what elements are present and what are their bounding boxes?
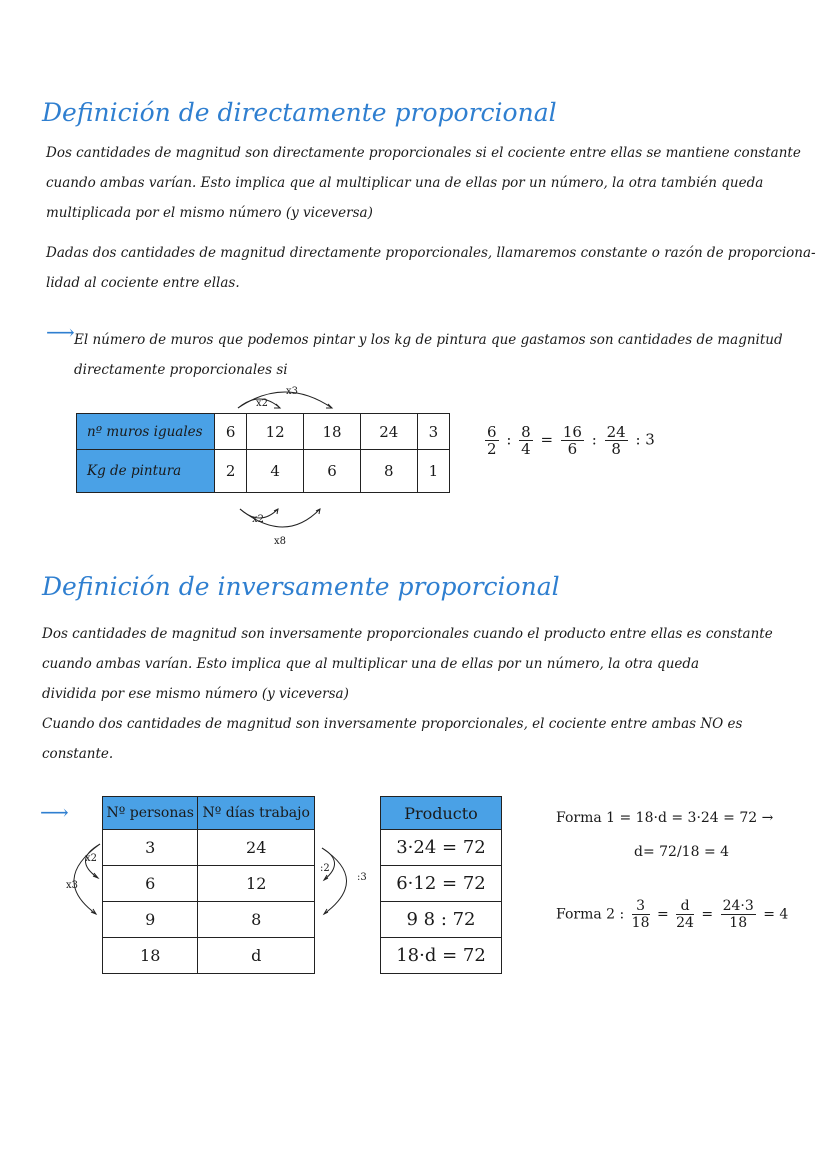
multiply-arrows-icon xyxy=(58,836,106,920)
table-cell: 12 xyxy=(198,866,315,902)
factor-label: x3 xyxy=(66,880,79,891)
multiply-arrows-icon xyxy=(230,505,340,539)
text-line: dividida por ese mismo número (y viceversa) xyxy=(42,686,349,702)
table-row xyxy=(77,450,450,493)
table-row xyxy=(381,866,502,902)
factor-label: x3 xyxy=(286,386,299,397)
fraction: $\frac{d}{24}$ xyxy=(676,898,694,931)
factor-label: x2 xyxy=(252,514,265,525)
table-cell: 6·12 = 72 xyxy=(381,866,502,902)
forma2-equation: Forma 2 : $\frac{3}{18}$ = $\frac{d}{24}$ = $\frac{24\cdot 3}{18}$ = 4 xyxy=(556,898,789,931)
text-line: directamente proporcionales si xyxy=(74,362,288,378)
text-line: Cuando dos cantidades de magnitud son inversamente proporcionales, el cociente entre ambas NO es xyxy=(42,716,743,732)
fraction: $\frac{24}{8}$ xyxy=(606,423,626,458)
fraction: $\frac{24\cdot 3}{18}$ xyxy=(722,898,754,931)
arrow-right-icon: ⟶ xyxy=(40,800,69,824)
fraction: $\frac{3}{18}$ xyxy=(631,898,650,931)
example-text xyxy=(74,325,783,385)
table-row xyxy=(103,830,315,866)
arrow-right-icon: ⟶ xyxy=(46,320,75,344)
column-header: Nº días trabajo xyxy=(198,797,315,830)
table-cell: 8 xyxy=(360,450,417,493)
forma1-line: Forma 1 = 18·d = 3·24 = 72 → xyxy=(556,810,774,826)
ratio-equation: $\frac{6}{2}$ : $\frac{8}{4}$ = $\frac{16}{6}$ : $\frac{24}{8}$ : 3 xyxy=(487,423,655,458)
table-cell: 4 xyxy=(247,450,304,493)
factor-label: x2 xyxy=(85,853,98,864)
text-line: Dos cantidades de magnitud son inversamente proporcionales cuando el producto entre ellas es constante xyxy=(42,626,773,642)
table-row xyxy=(381,797,502,830)
table-cell: d xyxy=(198,938,315,974)
fraction: $\frac{16}{6}$ xyxy=(562,423,582,458)
table-row xyxy=(381,902,502,938)
table-cell: 6 xyxy=(304,450,361,493)
table-cell: 18 xyxy=(304,414,361,450)
table-cell: 3 xyxy=(417,414,449,450)
fraction: $\frac{6}{2}$ xyxy=(487,423,497,458)
table-cell: 9 xyxy=(103,902,198,938)
table-row xyxy=(103,938,315,974)
section1-paragraph xyxy=(46,138,816,298)
row-label: nº muros iguales xyxy=(77,414,215,450)
fraction: $\frac{8}{4}$ xyxy=(521,423,531,458)
table-cell: 9 8 : 72 xyxy=(381,902,502,938)
text-line: lidad al cociente entre ellas. xyxy=(46,275,240,291)
table-cell: 6 xyxy=(215,414,247,450)
text-line: constante. xyxy=(42,746,114,762)
table-row xyxy=(103,797,315,830)
text-line: cuando ambas varían. Esto implica que al multiplicar una de ellas por un número, la otra también queda xyxy=(46,175,764,191)
factor-label: x2 xyxy=(256,398,269,409)
column-header: Producto xyxy=(381,797,502,830)
inverse-proportion-table xyxy=(102,796,315,974)
table-cell: 18·d = 72 xyxy=(381,938,502,974)
table-row xyxy=(77,414,450,450)
table-cell: 2 xyxy=(215,450,247,493)
forma1-result: d= 72/18 = 4 xyxy=(634,844,730,860)
table-cell: 8 xyxy=(198,902,315,938)
table-cell: 12 xyxy=(247,414,304,450)
text-line: multiplicada por el mismo número (y viceversa) xyxy=(46,205,373,221)
table-cell: 3·24 = 72 xyxy=(381,830,502,866)
column-header: Nº personas xyxy=(103,797,198,830)
table-row xyxy=(103,866,315,902)
factor-label: :2 xyxy=(320,863,330,874)
factor-label: :3 xyxy=(357,872,367,883)
product-table xyxy=(380,796,502,974)
section1-title: Definición de directamente proporcional xyxy=(42,98,557,127)
text-line: Dadas dos cantidades de magnitud directamente proporcionales, llamaremos constante o razón de proporciona- xyxy=(46,245,816,261)
table-row xyxy=(381,938,502,974)
row-label: Kg de pintura xyxy=(77,450,215,493)
table-cell: 3 xyxy=(103,830,198,866)
section2-paragraph xyxy=(42,619,773,769)
table-cell: 1 xyxy=(417,450,449,493)
text-line: El número de muros que podemos pintar y los kg de pintura que gastamos son cantidades de magnitud xyxy=(74,332,783,348)
table-cell: 6 xyxy=(103,866,198,902)
table-row xyxy=(381,830,502,866)
text-line: cuando ambas varían. Esto implica que al multiplicar una de ellas por un número, la otra queda xyxy=(42,656,700,672)
text-line: Dos cantidades de magnitud son directamente proporcionales si el cociente entre ellas se mantiene constante xyxy=(46,145,801,161)
table-cell: 24 xyxy=(360,414,417,450)
factor-label: x8 xyxy=(274,536,287,547)
table-cell: 24 xyxy=(198,830,315,866)
section2-title: Definición de inversamente proporcional xyxy=(42,572,560,601)
direct-proportion-table xyxy=(76,413,450,493)
table-cell: 18 xyxy=(103,938,198,974)
table-row xyxy=(103,902,315,938)
